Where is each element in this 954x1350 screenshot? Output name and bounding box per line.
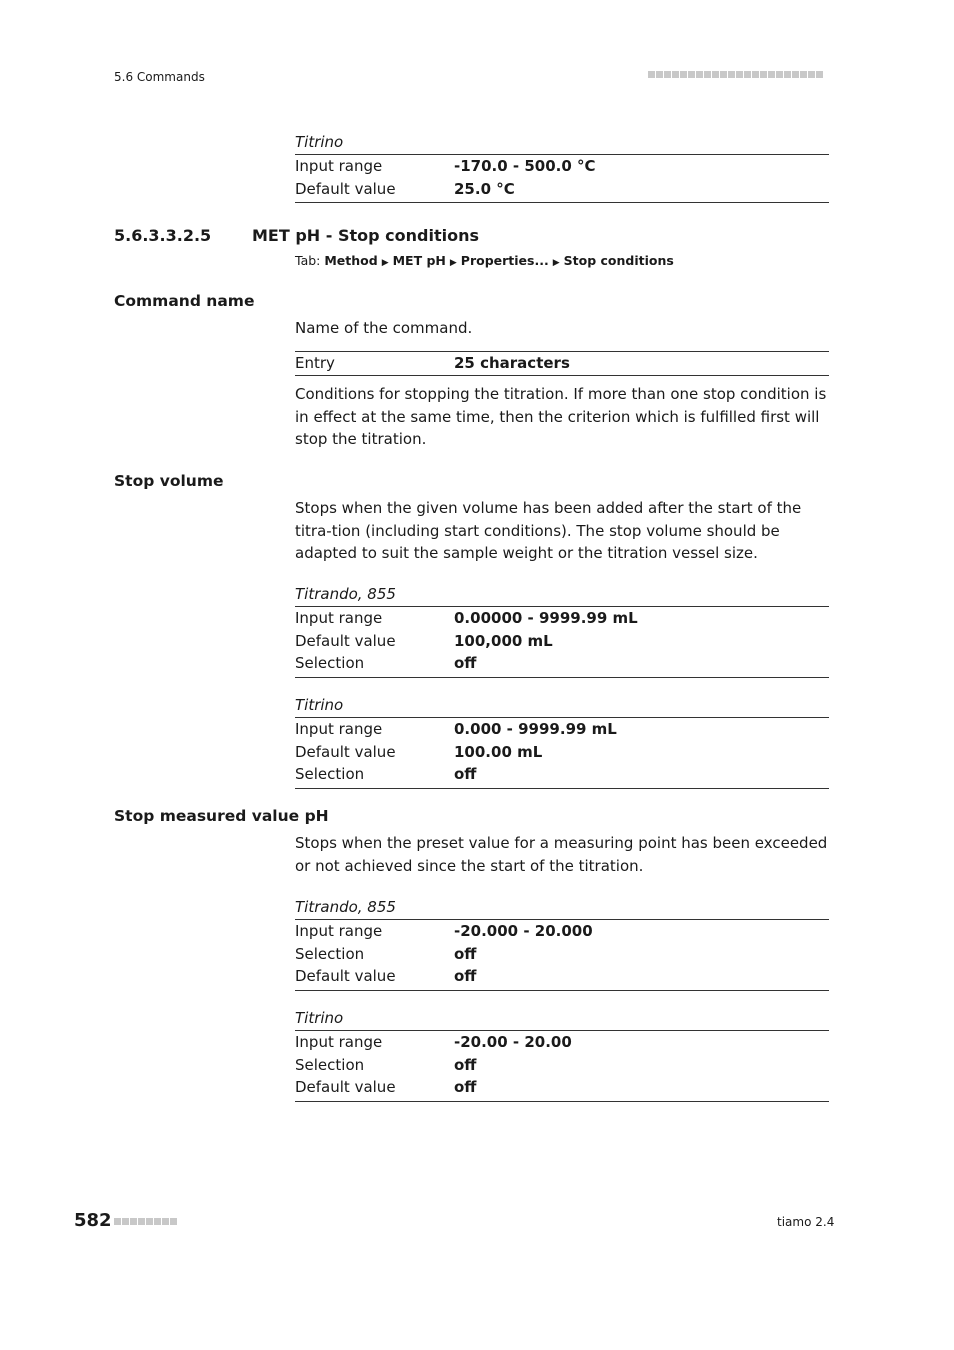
table-caption: Titrando, 855	[295, 896, 829, 920]
stop-volume-titrando-table	[295, 583, 829, 678]
triangle-right-icon: ▶	[552, 258, 560, 268]
table-caption: Titrino	[295, 1007, 829, 1031]
table-caption: Titrino	[295, 131, 829, 155]
stop-measured-titrando-table	[295, 896, 829, 991]
stop-volume-heading: Stop volume	[114, 472, 224, 490]
tab-path: Tab: Method ▶ MET pH ▶ Properties... ▶ Stop conditions	[295, 253, 674, 268]
tab-path-item: MET pH	[392, 253, 446, 268]
table-row: Selection off	[295, 944, 477, 963]
command-name-heading: Command name	[114, 292, 255, 310]
stop-volume-titrino-table	[295, 694, 829, 789]
section-number: 5.6.3.3.2.5	[114, 226, 212, 245]
footer-decoration	[114, 1218, 177, 1225]
triangle-right-icon: ▶	[449, 258, 457, 268]
command-name-entry-table	[295, 351, 829, 376]
table-caption: Titrino	[295, 694, 829, 718]
table-row: Default value off	[295, 1078, 477, 1096]
table-row: Default value off	[295, 967, 477, 985]
conditions-paragraph: Conditions for stopping the titration. If more than one stop condition is in effect at the same time, then the criterion which is fulfilled first will stop the titration.	[295, 385, 827, 448]
tab-path-item: Stop conditions	[563, 253, 674, 268]
stop-volume-description: Stops when the given volume has been added after the start of the titra-tion (including start conditions). The stop volume should be adapted to suit the sample weight or the titration vessel size.	[295, 499, 802, 562]
stop-measured-description: Stops when the preset value for a measuring point has been exceeded or not achieved since the start of the titration.	[295, 834, 828, 875]
page-number: 582	[74, 1210, 112, 1231]
table-row: Selection off	[295, 1055, 477, 1074]
tab-path-item: Method	[324, 253, 378, 268]
section-heading	[114, 226, 479, 245]
command-name-description: Name of the command.	[295, 319, 473, 337]
triangle-right-icon: ▶	[381, 258, 389, 268]
table-row: Default value 100,000 mL	[295, 631, 553, 650]
table-row: Input range -20.000 - 20.000	[295, 922, 593, 940]
table-row: Input range -170.0 - 500.0 °C	[295, 157, 596, 175]
table-row: Entry 25 characters	[295, 354, 570, 372]
section-title: MET pH - Stop conditions	[252, 226, 479, 245]
tab-path-item: Properties...	[460, 253, 549, 268]
header-decoration	[648, 71, 823, 78]
table-caption: Titrando, 855	[295, 583, 829, 607]
stop-measured-heading: Stop measured value pH	[114, 807, 329, 825]
table-row: Selection off	[295, 765, 477, 783]
table-row: Input range 0.00000 - 9999.99 mL	[295, 609, 638, 627]
table-row: Input range -20.00 - 20.00	[295, 1033, 572, 1051]
stop-measured-titrino-table	[295, 1007, 829, 1102]
table-row: Input range 0.000 - 9999.99 mL	[295, 720, 617, 738]
table-row: Default value 25.0 °C	[295, 179, 515, 198]
table-row: Selection off	[295, 654, 477, 672]
product-name: tiamo 2.4	[777, 1215, 835, 1229]
table-row: Default value 100.00 mL	[295, 742, 543, 761]
top-titrino-table	[295, 131, 829, 203]
running-header-section: 5.6 Commands	[114, 70, 205, 84]
